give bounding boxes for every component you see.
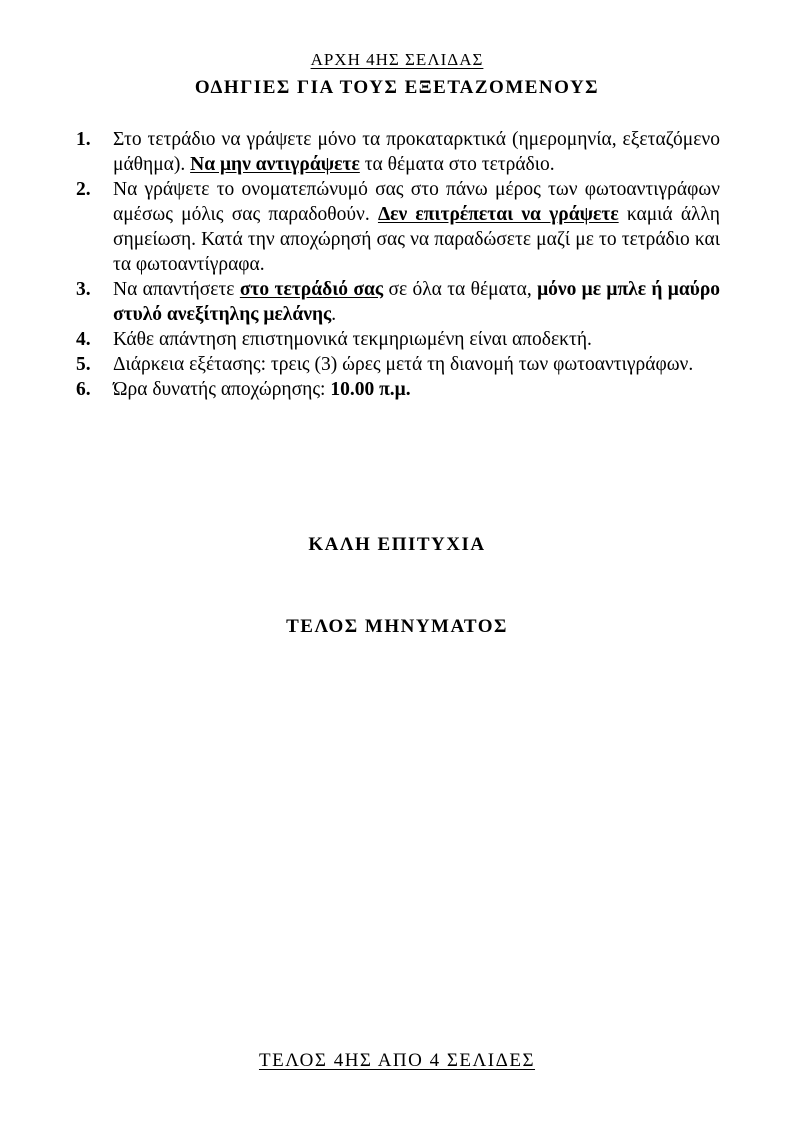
instruction-text: . [331, 304, 337, 325]
good-luck-heading: ΚΑΛΗ ΕΠΙΤΥΧΙΑ [308, 534, 486, 555]
instruction-text: σε όλα τα θέματα, [383, 279, 538, 300]
instruction-text: καμιά άλλη σημείωση. Κατά την αποχώρησή σας να παραδώσετε μαζί με το τετράδιο και τα φωτοαντίγραφα. [113, 204, 720, 275]
page-start-header: ΑΡΧΗ 4ΗΣ ΣΕΛΙΔΑΣ [310, 50, 484, 69]
instruction-bold-text: μόνο με μπλε ή μαύρο στυλό ανεξίτηλης μελάνης [113, 279, 721, 325]
instruction-number: 2. [76, 179, 91, 200]
instruction-text: Να απαντήσετε [113, 279, 240, 300]
instruction-item-2 [74, 177, 720, 277]
instruction-emphasis: Να μην αντιγράψετε [190, 154, 360, 175]
instructions-title: ΟΔΗΓΙΕΣ ΓΙΑ ΤΟΥΣ ΕΞΕΤΑΖΟΜΕΝΟΥΣ [194, 77, 600, 98]
end-of-message-heading: ΤΕΛΟΣ ΜΗΝΥΜΑΤΟΣ [286, 616, 508, 637]
instruction-number: 5. [76, 354, 91, 375]
instruction-number: 3. [76, 279, 91, 300]
instruction-text: Κάθε απάντηση επιστημονικά τεκμηριωμένη είναι αποδεκτή. [113, 329, 592, 350]
instruction-item-6 [74, 377, 720, 402]
instructions-list [74, 127, 720, 402]
page-end-footer: ΤΕΛΟΣ 4ΗΣ ΑΠΟ 4 ΣΕΛΙΔΕΣ [258, 1050, 536, 1071]
instruction-text: τα θέματα στο τετράδιο. [359, 154, 555, 175]
instruction-text: Στο τετράδιο να γράψετε μόνο τα προκαταρκτικά (ημερομηνία, εξεταζόμενο μάθημα). [113, 129, 720, 175]
instruction-item-5 [74, 352, 720, 377]
instruction-number: 1. [76, 129, 91, 150]
instruction-number: 4. [76, 329, 91, 350]
instruction-emphasis: Δεν επιτρέπεται να γράψετε [377, 204, 619, 225]
instruction-text: Ώρα δυνατής αποχώρησης: [113, 379, 331, 400]
instruction-text: Διάρκεια εξέτασης: τρεις (3) ώρες μετά τη διανομή των φωτοαντιγράφων. [113, 354, 694, 375]
instruction-item-3 [74, 277, 720, 327]
instruction-text: Να γράψετε το ονοματεπώνυμό σας στο πάνω μέρος των φωτοαντιγράφων αμέσως μόλις σας παραδοθούν. [113, 179, 720, 225]
instruction-item-1 [74, 127, 720, 177]
instruction-item-4 [74, 327, 720, 352]
departure-time: 10.00 π.μ. [330, 379, 411, 400]
instruction-number: 6. [76, 379, 91, 400]
instruction-emphasis: στο τετράδιό σας [239, 279, 384, 300]
